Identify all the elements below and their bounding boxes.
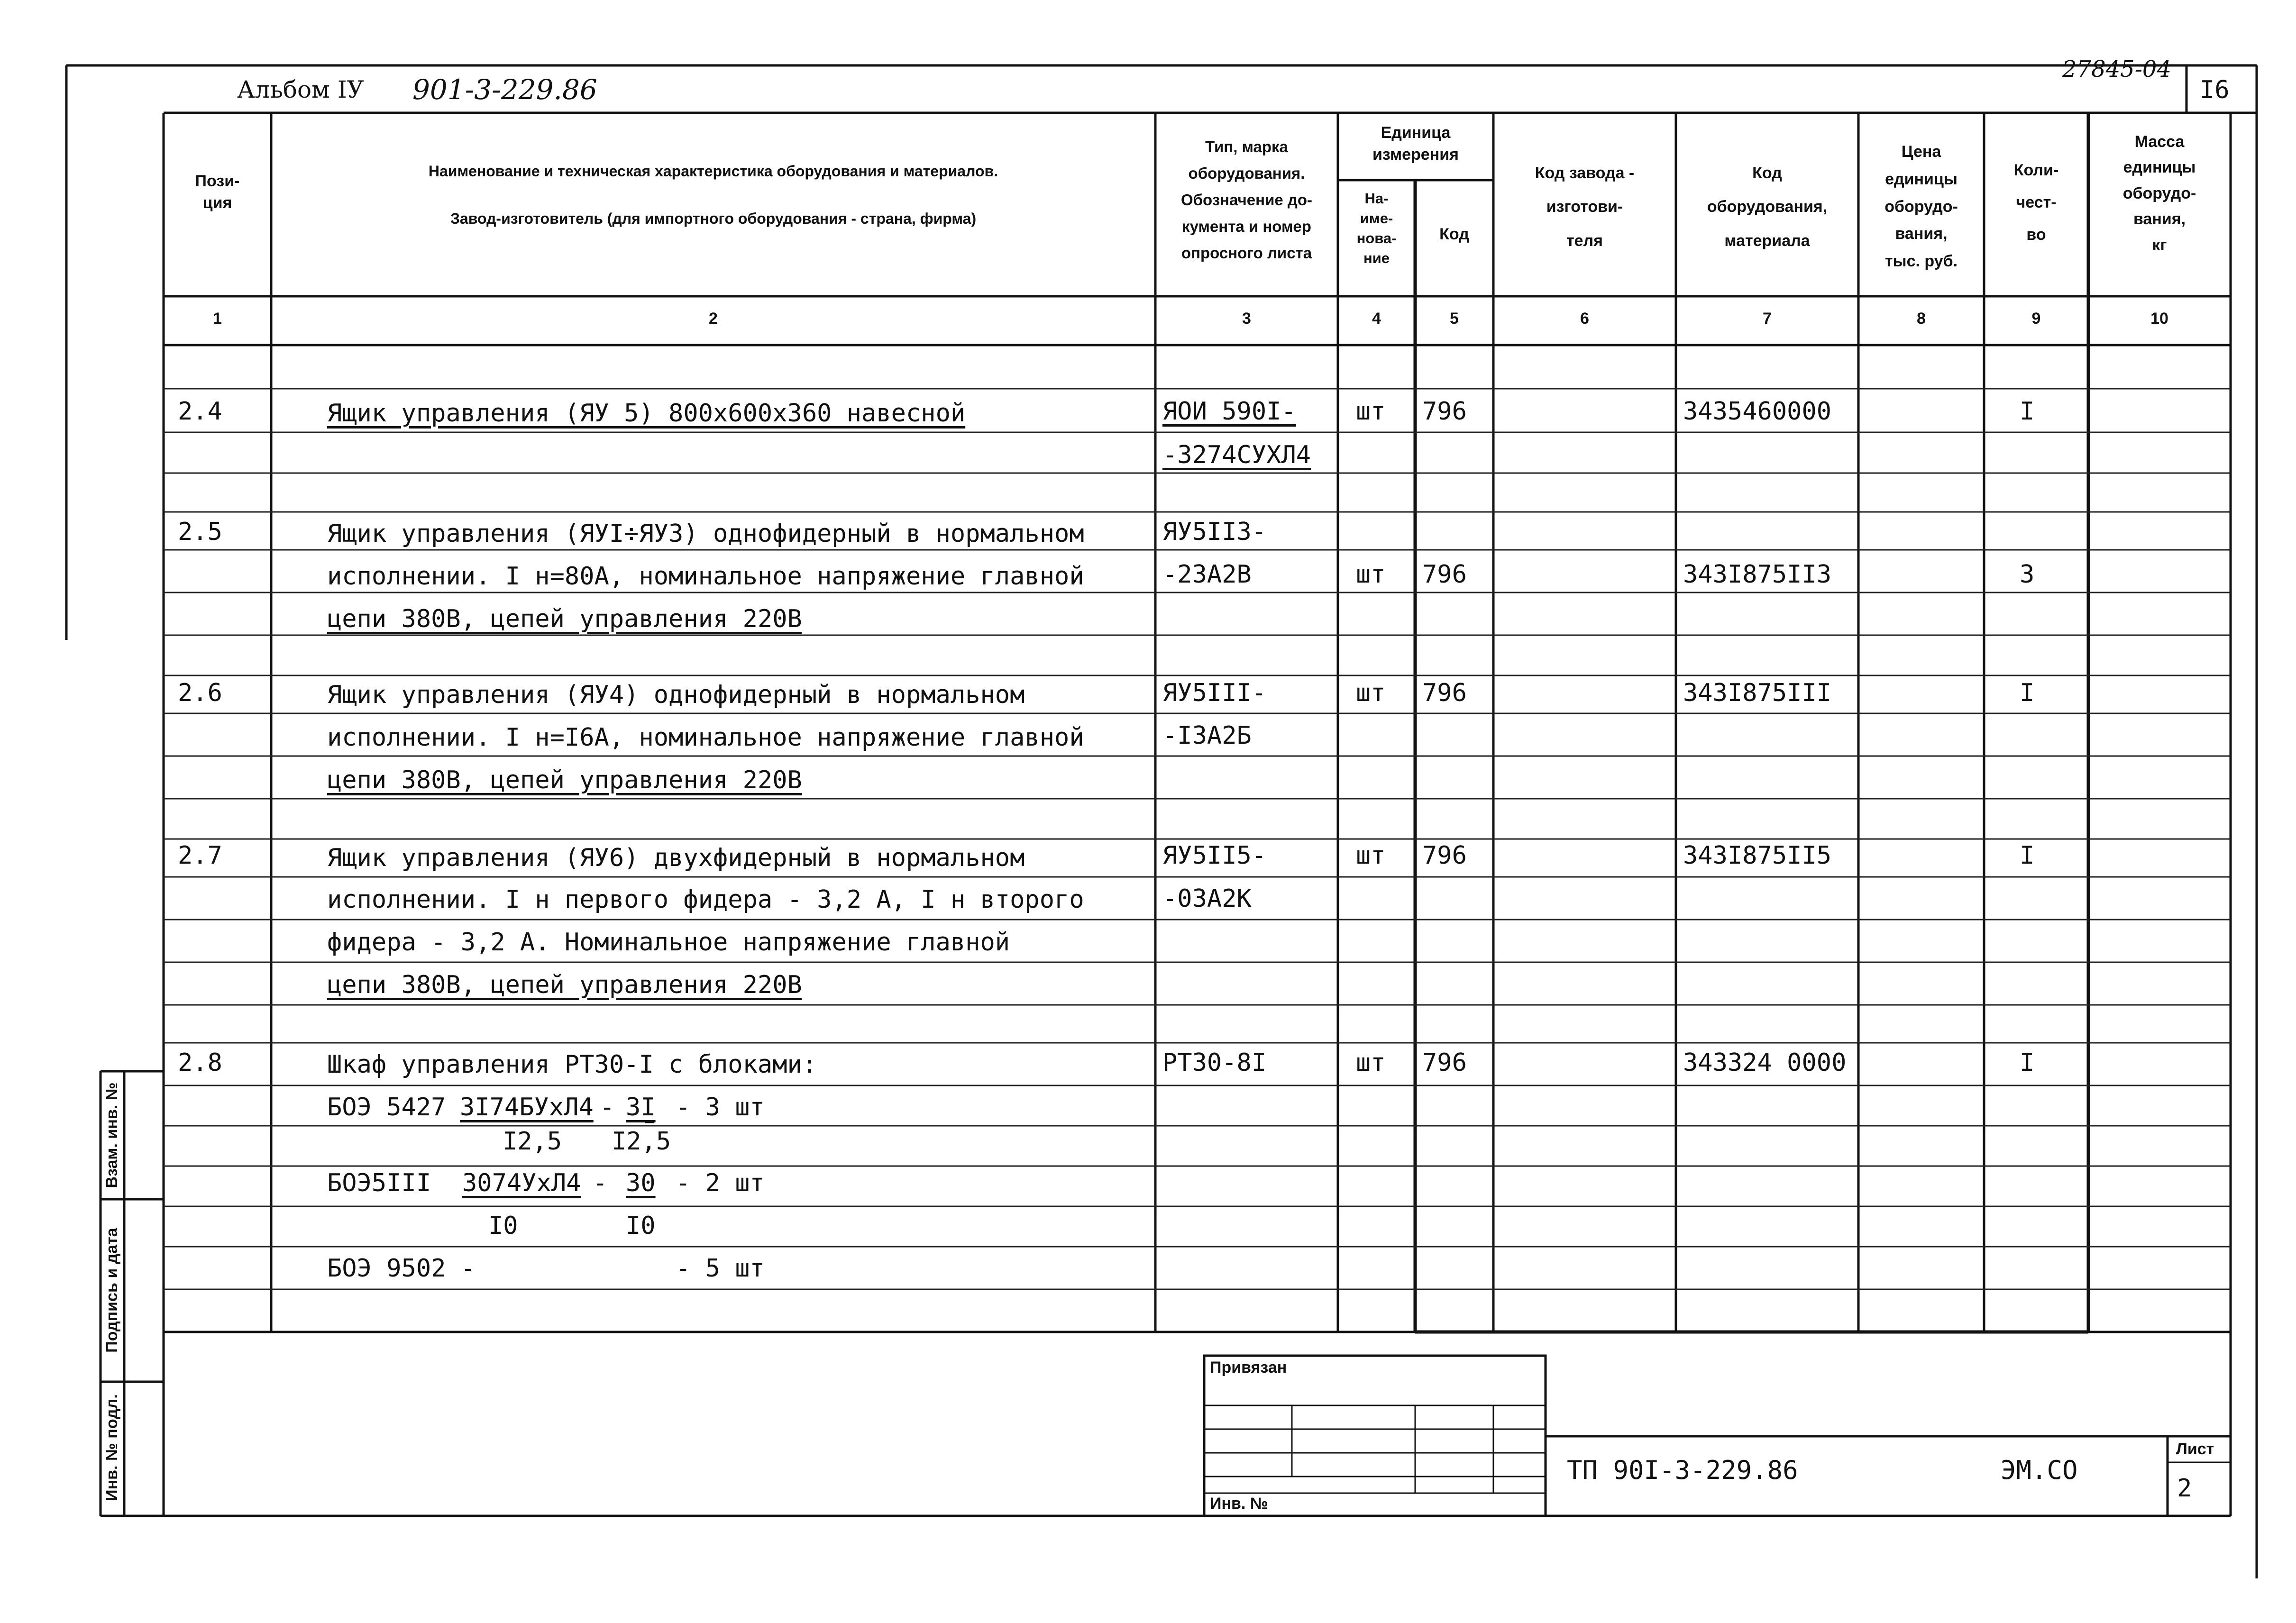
block-2-spec: 3074УхЛ4 [462, 1169, 581, 1197]
row-2-7-name-line2: исполнении. I н первого фидера - 3,2 А, I н второго [327, 885, 1084, 914]
row-2-6-name-line3: цепи 380В, цепей управления 220В [327, 766, 802, 794]
row-2-5-name-line1: Ящик управления (ЯУI÷ЯУ3) однофидерный в нормальном [327, 520, 1084, 548]
block-1-spec: 3I74БУхЛ4 [460, 1093, 594, 1122]
header-unit-code: Код [1439, 225, 1469, 243]
row-2-7-unit-code: 796 [1422, 841, 1467, 870]
stamp-inventory: Инв. № [1210, 1495, 1268, 1513]
stamp-sheet-label: Лист [2176, 1440, 2214, 1458]
stamp-document-code: ЭМ.СО [2001, 1455, 2078, 1485]
row-2-6-equipment-code: 343I875III [1683, 679, 1832, 707]
block-3-count: - 5 шт [676, 1254, 765, 1283]
col-number-6: 6 [1580, 310, 1589, 328]
header-name-line1: Наименование и техническая характеристика оборудования и материалов. [428, 163, 998, 180]
row-2-7-equipment-code: 343I875II5 [1683, 841, 1832, 870]
row-2-5-quantity: 3 [2020, 560, 2035, 589]
row-2-8-equipment-code: 343324 0000 [1683, 1049, 1847, 1077]
row-2-6-type-line2: -I3А2Б [1162, 721, 1252, 750]
col-number-5: 5 [1450, 310, 1459, 328]
block-2-separator: - [593, 1169, 608, 1197]
block-1-subscript-2: I2,5 [612, 1127, 671, 1156]
block-2-subscript-1: I0 [488, 1212, 518, 1240]
block-2-subscript-2: I0 [626, 1212, 656, 1240]
header-name-line2: Завод-изготовитель (для импортного оборудования - страна, фирма) [450, 210, 977, 227]
header-type: Тип, марка оборудования. Обозначение до- кумента и номер опросного листа [1181, 138, 1312, 262]
row-2-7-name-line1: Ящик управления (ЯУ6) двухфидерный в нормальном [327, 844, 1025, 872]
row-2-6-name-line1: Ящик управления (ЯУ4) однофидерный в нормальном [327, 681, 1025, 709]
row-2-6-name-line2: исполнении. I н=I6А, номинальное напряжение главной [327, 723, 1084, 752]
side-label-signature-date: Подпись и дата [103, 1228, 121, 1353]
block-3-name: БОЭ 9502 - [327, 1254, 476, 1283]
header-mass: Масса единицы оборудо- вания, кг [2122, 133, 2196, 254]
block-2-name: БОЭ5III [327, 1169, 431, 1197]
row-2-6-quantity: I [2020, 679, 2035, 707]
row-2-5-type-line2: -23А2В [1162, 560, 1252, 589]
block-1-subscript-1: I2,5 [503, 1127, 562, 1156]
row-2-5-equipment-code: 343I875II3 [1683, 560, 1832, 589]
block-2-number: 30 [626, 1169, 656, 1197]
col-number-2: 2 [709, 310, 718, 328]
row-2-4-type-line1: ЯОИ 590I- [1162, 397, 1296, 426]
col-number-7: 7 [1763, 310, 1772, 328]
block-1-name: БОЭ 5427 [327, 1093, 446, 1122]
row-2-6-position: 2.6 [178, 679, 222, 707]
page-corner-number: I6 [2200, 76, 2230, 104]
col-number-1: 1 [213, 310, 222, 328]
block-1-count: - 3 шт [676, 1093, 765, 1122]
row-2-6-unit-code: 796 [1422, 679, 1467, 707]
row-2-4-unit-code: 796 [1422, 397, 1467, 426]
header-position: Пози- ция [195, 172, 240, 212]
col-number-10: 10 [2150, 310, 2168, 328]
header-unit-name: На- име- нова- ние [1356, 190, 1397, 266]
row-2-4-type-line2: -3274СУХЛ4 [1162, 441, 1311, 469]
side-label-replacement-inventory: Взам. инв. № [103, 1082, 121, 1188]
row-2-5-name-line3: цепи 380В, цепей управления 220В [327, 605, 802, 633]
row-2-7-name-line4: цепи 380В, цепей управления 220В [327, 971, 802, 999]
row-2-5-unit-code: 796 [1422, 560, 1467, 589]
row-2-7-name-line3: фидера - 3,2 А. Номинальное напряжение главной [327, 928, 1010, 957]
block-1-separator: - [600, 1093, 615, 1122]
block-1-number: 3I [626, 1093, 656, 1122]
stamp-document-number: ТП 90I-3-229.86 [1567, 1455, 1798, 1485]
row-2-7-position: 2.7 [178, 841, 222, 870]
row-2-7-type-line1: ЯУ5II5- [1162, 841, 1267, 870]
header-quantity: Коли- чест- во [2013, 161, 2059, 244]
header-price: Цена единицы оборудо- вания, тыс. руб. [1884, 143, 1958, 271]
side-label-inventory-original: Инв. № подл. [103, 1394, 121, 1501]
header-unit: Единица измерения [1372, 124, 1459, 164]
col-number-4: 4 [1372, 310, 1381, 328]
album-label: Альбом IУ [237, 76, 364, 103]
row-2-5-unit: шт [1356, 560, 1386, 589]
row-2-8-unit: шт [1356, 1049, 1386, 1077]
stamp-privyazan: Привязан [1210, 1359, 1287, 1377]
header-equipment-code: Код оборудования, материала [1707, 164, 1828, 250]
row-2-8-unit-code: 796 [1422, 1049, 1467, 1077]
stamp-sheet-number: 2 [2177, 1474, 2192, 1503]
row-2-4-position: 2.4 [178, 397, 222, 426]
row-2-8-type-line1: РТ30-8I [1162, 1049, 1267, 1077]
row-2-5-type-line1: ЯУ5II3- [1162, 518, 1267, 546]
inventory-number: 27845-04 [2062, 56, 2171, 82]
row-2-5-position: 2.5 [178, 518, 222, 546]
header-factory-code: Код завода - изготови- теля [1535, 164, 1635, 250]
row-2-8-position: 2.8 [178, 1049, 222, 1077]
album-number: 901-3-229.86 [412, 73, 597, 106]
row-2-7-quantity: I [2020, 841, 2035, 870]
row-2-6-type-line1: ЯУ5III- [1162, 679, 1267, 707]
row-2-5-name-line2: исполнении. I н=80А, номинальное напряжение главной [327, 562, 1084, 591]
block-2-count: - 2 шт [676, 1169, 765, 1197]
row-2-7-type-line2: -03А2К [1162, 884, 1252, 913]
row-2-4-unit: шт [1356, 397, 1386, 426]
row-2-7-unit: шт [1356, 841, 1386, 870]
row-2-4-equipment-code: 3435460000 [1683, 397, 1832, 426]
row-2-6-unit: шт [1356, 679, 1386, 707]
row-2-8-name-line1: Шкаф управления РТ30-I с блоками: [327, 1050, 817, 1079]
row-2-8-quantity: I [2020, 1049, 2035, 1077]
col-number-3: 3 [1242, 310, 1251, 328]
col-number-8: 8 [1917, 310, 1926, 328]
col-number-9: 9 [2031, 310, 2041, 328]
row-2-4-name-line1: Ящик управления (ЯУ 5) 800x600x360 навесной [327, 399, 966, 428]
row-2-4-quantity: I [2020, 397, 2035, 426]
